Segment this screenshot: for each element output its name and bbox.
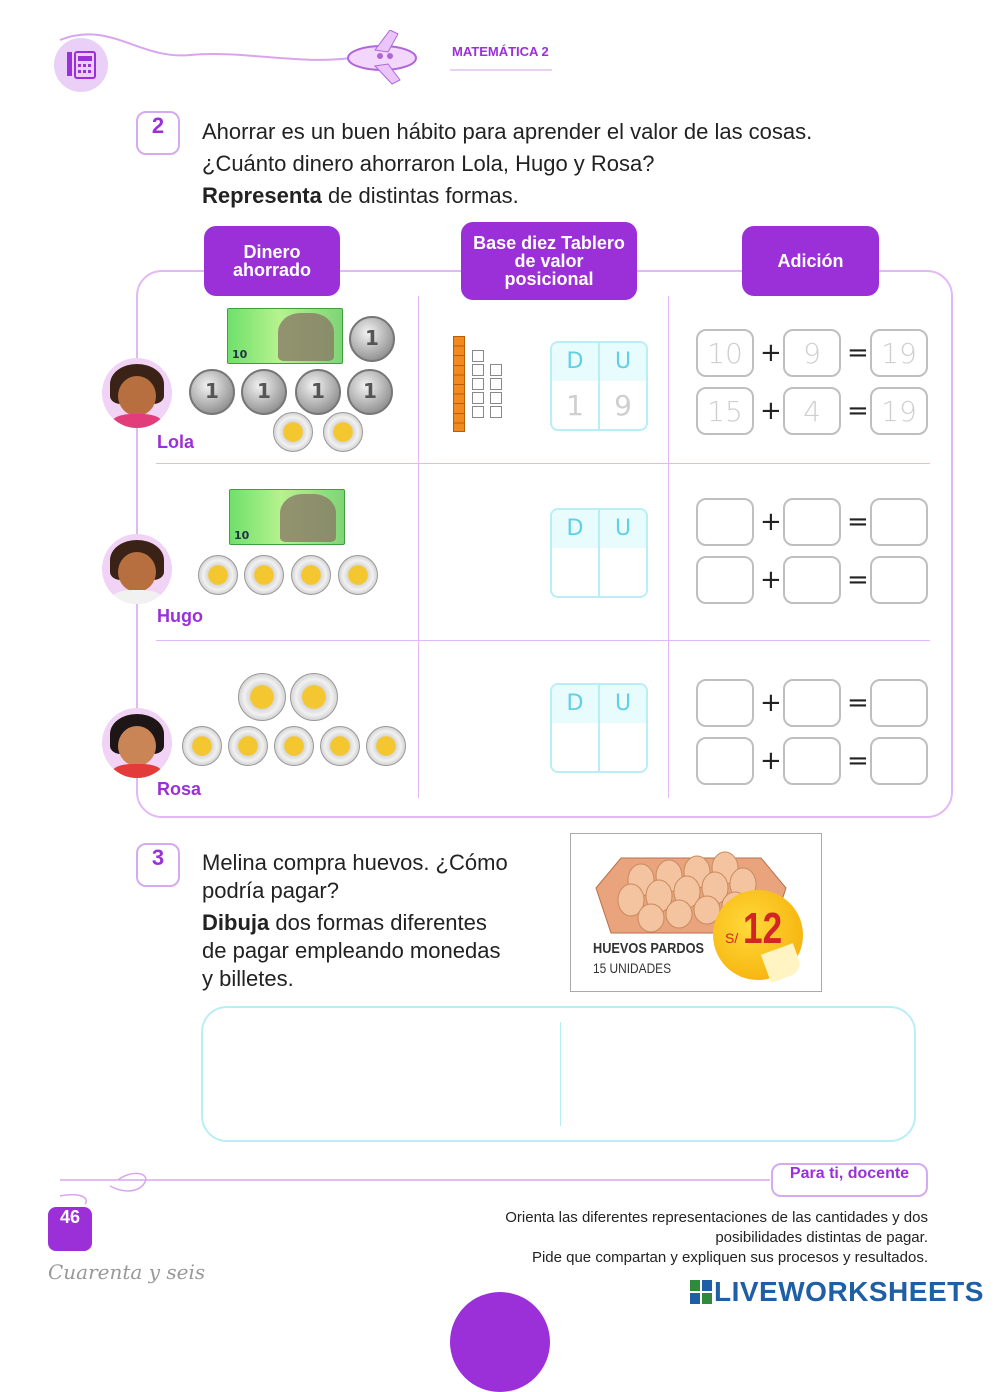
ten-sol-bill bbox=[229, 489, 345, 545]
price-currency: S/ bbox=[725, 930, 739, 946]
place-value-chart-hugo bbox=[550, 508, 648, 598]
plus-sign: + bbox=[760, 507, 782, 537]
gold-coin bbox=[366, 726, 406, 766]
tens-header: D bbox=[552, 343, 600, 381]
instruction-rest: de distintas formas. bbox=[321, 183, 519, 208]
row-divider-1 bbox=[156, 463, 930, 464]
column-header-money: Dinero ahorrado bbox=[204, 226, 340, 296]
teacher-note-text bbox=[380, 1208, 928, 1268]
column-divider-2 bbox=[668, 296, 669, 798]
gold-coin bbox=[198, 555, 238, 595]
instruction-bold: Representa bbox=[202, 183, 322, 208]
tens-value[interactable] bbox=[552, 548, 600, 598]
sum-input[interactable]: 19 bbox=[870, 387, 928, 435]
bill-value: 10 bbox=[232, 348, 248, 361]
addend-input[interactable]: 15 bbox=[696, 387, 754, 435]
tens-value[interactable]: 1 bbox=[552, 381, 600, 431]
instruction-line-2: ¿Cuánto dinero ahorraron Lola, Hugo y Rosa? bbox=[202, 151, 655, 176]
sum-input[interactable]: 19 bbox=[870, 329, 928, 377]
one-sol-coin bbox=[347, 369, 393, 415]
liveworksheets-brand: LIVEWORKSHEETS bbox=[714, 1276, 984, 1307]
column-divider-1 bbox=[418, 296, 419, 798]
airplane-icon bbox=[340, 30, 420, 85]
one-sol-coin bbox=[295, 369, 341, 415]
header-decoration bbox=[0, 20, 1000, 100]
liveworksheets-icon bbox=[690, 1280, 712, 1304]
bottom-purple-circle bbox=[450, 1292, 550, 1392]
teacher-note-line-1: Orienta las diferentes representaciones de las cantidades y dos bbox=[505, 1209, 928, 1226]
page-number-words: Cuarenta y seis bbox=[48, 1260, 206, 1284]
addend-input[interactable]: 10 bbox=[696, 329, 754, 377]
product-name: HUEVOS PARDOS bbox=[593, 940, 704, 957]
equals-sign: = bbox=[847, 396, 869, 426]
gold-coin bbox=[290, 673, 338, 721]
addend-input[interactable] bbox=[783, 556, 841, 604]
units-header: U bbox=[614, 691, 632, 716]
gold-coin bbox=[182, 726, 222, 766]
ten-sol-bill bbox=[227, 308, 343, 364]
addend-input[interactable] bbox=[783, 498, 841, 546]
addend-input[interactable]: 4 bbox=[783, 387, 841, 435]
exercise-2-instruction bbox=[202, 116, 812, 212]
unit-cubes bbox=[472, 350, 516, 432]
sum-input[interactable] bbox=[870, 679, 928, 727]
instruction-line-5: y billetes. bbox=[202, 966, 294, 991]
instruction-line-3 bbox=[202, 180, 812, 212]
units-value[interactable] bbox=[600, 723, 646, 773]
instruction-line-4: de pagar empleando monedas bbox=[202, 938, 501, 963]
units-header: U bbox=[614, 516, 632, 541]
exercise-2-number: 2 bbox=[136, 111, 180, 155]
instruction-line-2: podría pagar? bbox=[202, 878, 339, 903]
subject-title: MATEMÁTICA 2 bbox=[452, 44, 549, 59]
instruction-rest: dos formas diferentes bbox=[269, 910, 487, 935]
instruction-line-1: Melina compra huevos. ¿Cómo bbox=[202, 850, 508, 875]
page-number: 46 bbox=[48, 1207, 92, 1251]
one-sol-coin bbox=[241, 369, 287, 415]
gold-coin bbox=[274, 726, 314, 766]
addend-input[interactable] bbox=[783, 737, 841, 785]
plus-sign: + bbox=[760, 565, 782, 595]
sum-input[interactable] bbox=[870, 498, 928, 546]
product-units: 15 UNIDADES bbox=[593, 960, 672, 976]
row-divider-2 bbox=[156, 640, 930, 641]
place-value-chart-rosa bbox=[550, 683, 648, 773]
gold-coin bbox=[228, 726, 268, 766]
price-sticker bbox=[713, 890, 803, 980]
place-value-chart-lola bbox=[550, 341, 648, 431]
units-value[interactable] bbox=[600, 548, 646, 598]
equals-sign: = bbox=[847, 746, 869, 776]
addend-input[interactable] bbox=[696, 498, 754, 546]
gold-coin bbox=[244, 555, 284, 595]
addend-input[interactable]: 9 bbox=[783, 329, 841, 377]
rosa-name: Rosa bbox=[157, 779, 202, 799]
column-header-base-ten: Base diez Tablero de valor posicional bbox=[461, 222, 637, 300]
rosa-avatar bbox=[102, 708, 172, 778]
gold-coin bbox=[338, 555, 378, 595]
teacher-note-label: Para ti, docente bbox=[771, 1163, 928, 1197]
addend-input[interactable] bbox=[783, 679, 841, 727]
liveworksheets-logo[interactable] bbox=[690, 1276, 984, 1308]
plus-sign: + bbox=[760, 338, 782, 368]
exercise-3-instruction bbox=[202, 849, 562, 993]
tens-value[interactable] bbox=[552, 723, 600, 773]
equals-sign: = bbox=[847, 565, 869, 595]
drawing-area bbox=[201, 1006, 916, 1142]
sum-input[interactable] bbox=[870, 737, 928, 785]
calculator-icon bbox=[66, 50, 98, 80]
units-header: U bbox=[614, 349, 632, 374]
sum-input[interactable] bbox=[870, 556, 928, 604]
addend-input[interactable] bbox=[696, 556, 754, 604]
column-header-addition: Adición bbox=[742, 226, 879, 296]
one-sol-coin bbox=[349, 316, 395, 362]
gold-coin bbox=[238, 673, 286, 721]
lola-avatar bbox=[102, 358, 172, 428]
instruction-bold: Dibuja bbox=[202, 910, 270, 935]
lola-name: Lola bbox=[157, 432, 195, 452]
gold-coin bbox=[273, 412, 313, 452]
gold-coin bbox=[291, 555, 331, 595]
equals-sign: = bbox=[847, 688, 869, 718]
addend-input[interactable] bbox=[696, 737, 754, 785]
addend-input[interactable] bbox=[696, 679, 754, 727]
gold-coin bbox=[320, 726, 360, 766]
egg-product-card bbox=[570, 833, 822, 992]
one-sol-coin bbox=[189, 369, 235, 415]
teacher-note-line-2: posibilidades distintas de pagar. bbox=[715, 1229, 928, 1246]
plus-sign: + bbox=[760, 688, 782, 718]
equals-sign: = bbox=[847, 338, 869, 368]
teacher-note-line-3: Pide que compartan y expliquen sus procesos y resultados. bbox=[531, 1249, 928, 1266]
tens-header: D bbox=[552, 685, 600, 723]
equals-sign: = bbox=[847, 507, 869, 537]
bill-value: 10 bbox=[234, 529, 250, 542]
price-value: 12 bbox=[743, 904, 783, 953]
gold-coin bbox=[323, 412, 363, 452]
hugo-avatar bbox=[102, 534, 172, 604]
drawing-area-option-2[interactable] bbox=[561, 1008, 914, 1140]
ten-rod-block bbox=[453, 336, 465, 432]
drawing-area-option-1[interactable] bbox=[203, 1008, 560, 1140]
swirl-line-decoration bbox=[0, 20, 1000, 100]
exercise-3-number: 3 bbox=[136, 843, 180, 887]
tens-header: D bbox=[552, 510, 600, 548]
instruction-line-1: Ahorrar es un buen hábito para aprender el valor de las cosas. bbox=[202, 119, 813, 144]
plus-sign: + bbox=[760, 396, 782, 426]
units-value[interactable]: 9 bbox=[614, 389, 632, 422]
instruction-line-3 bbox=[202, 909, 562, 937]
hugo-name: Hugo bbox=[157, 606, 203, 626]
plus-sign: + bbox=[760, 746, 782, 776]
